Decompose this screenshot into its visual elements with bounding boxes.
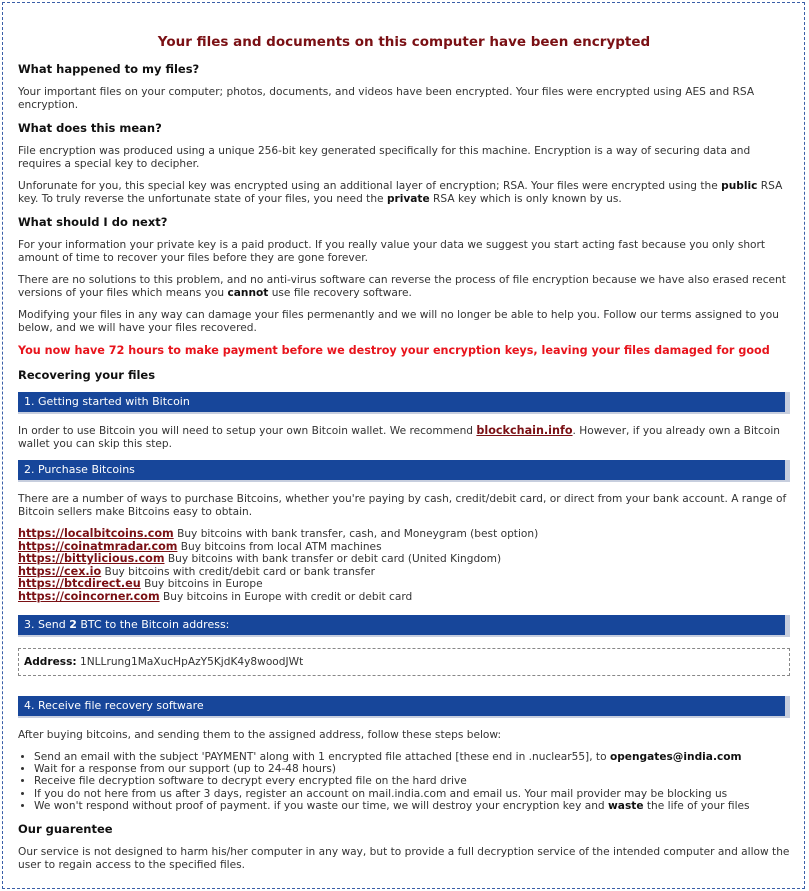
seller-row: https://btcdirect.eu Buy bitcoins in Europe (18, 577, 263, 591)
paragraph-rsa-layer: Unforunate for you, this special key was encrypted using an additional layer of encryption; RSA. Your files were encrypted using the public RSA key. To truly reverse the unfortunate state of your files, you need the private RSA key which is only known by us. (18, 180, 783, 205)
address-label: Address: (24, 655, 77, 668)
heading-recovering: Recovering your files (18, 368, 156, 382)
step2-bar: 2. Purchase Bitcoins (18, 460, 790, 482)
step3-bar: 3. Send 2 BTC to the Bitcoin address: (18, 615, 790, 637)
seller-link-cex[interactable]: https://cex.io (18, 564, 102, 578)
list-item: • We won't respond without proof of payment. if you waste our time, we will destroy your encryption key and waste the life of your files (34, 800, 790, 812)
bitcoin-address-box[interactable] (18, 648, 790, 676)
blockchain-link[interactable]: blockchain.info (476, 424, 573, 437)
seller-link-coinatmradar[interactable]: https://coinatmradar.com (18, 539, 178, 553)
paragraph-modifying-files: Modifying your files in any way can damage your files permenantly and we will no longer be able to help you. Follow our terms assigned to you below, and we will have your files recovered. (18, 309, 779, 334)
seller-link-coincorner[interactable]: https://coincorner.com (18, 589, 160, 603)
paragraph-encryption-key: File encryption was produced using a unique 256-bit key generated specifically for this machine. Encryption is a way of securing data and requires a special key to decipher. (18, 145, 751, 170)
seller-link-btcdirect[interactable]: https://btcdirect.eu (18, 577, 141, 591)
paragraph-private-key: For your information your private key is a paid product. If you really value your data we suggest you start acting fast because you only short amount of time to recover your files before they are gone forever. (18, 239, 766, 264)
page-title: Your files and documents on this computer have been encrypted (157, 34, 651, 50)
step1-text: In order to use Bitcoin you will need to setup your own Bitcoin wallet. We recommend blockchain.info. However, if you already own a Bitcoin wallet you can skip this step. (18, 424, 781, 450)
list-item: • If you do not here from us after 3 days, register an account on mail.india.com and email us. Your mail provider may be blocking us (34, 788, 790, 800)
step4-intro: After buying bitcoins, and sending them to the assigned address, follow these steps below: (18, 728, 502, 741)
heading-what-next: What should I do next? (18, 215, 168, 229)
heading-what-happened: What happened to my files? (18, 62, 200, 76)
step4-bar: 4. Receive file recovery software (18, 696, 790, 718)
seller-row: https://cex.io Buy bitcoins with credit/debit card or bank transfer (18, 564, 376, 578)
heading-guarantee: Our guarentee (18, 822, 113, 837)
seller-link-bittylicious[interactable]: https://bittylicious.com (18, 552, 165, 566)
list-item: • Receive file decryption software to decrypt every encrypted file on the hard drive (34, 775, 790, 787)
address-value[interactable]: 1NLLrung1MaXucHpAzY5KjdK4y8woodJWt (76, 655, 304, 668)
seller-row: https://localbitcoins.com Buy bitcoins with bank transfer, cash, and Moneygram (best option) (18, 527, 539, 540)
seller-row: https://bittylicious.com Buy bitcoins with bank transfer or debit card (United Kingdom) (18, 552, 502, 566)
step1-bar: 1. Getting started with Bitcoin (18, 392, 790, 414)
paragraph-guarantee: Our service is not designed to harm his/her computer in any way, but to provide a full decryption service of the intended computer and allow the user to regain access to the specified files. (18, 846, 790, 871)
recovery-steps-list (18, 751, 790, 812)
deadline-warning: You now have 72 hours to make payment before we destroy your encryption keys, leaving your files damaged for good (18, 344, 770, 357)
bitcoin-seller-list (18, 528, 790, 604)
seller-link-localbitcoins[interactable]: https://localbitcoins.com (18, 527, 174, 540)
contact-email[interactable]: opengates@india.com (609, 751, 742, 764)
seller-row: https://coincorner.com Buy bitcoins in Europe with credit or debit card (18, 589, 413, 603)
seller-row: https://coinatmradar.com Buy bitcoins from local ATM machines (18, 539, 382, 553)
heading-what-mean: What does this mean? (18, 121, 162, 135)
paragraph-what-happened: Your important files on your computer; photos, documents, and videos have been encrypted. Your files were encrypted using AES and RSA encryption. (18, 86, 755, 111)
ransom-note-page (2, 2, 805, 889)
step2-text: There are a number of ways to purchase Bitcoins, whether you're paying by cash, credit/debit card, or direct from your bank account. A range of Bitcoin sellers make Bitcoins easy to obtain. (18, 493, 787, 518)
list-item: • Wait for a response from our support (up to 24-48 hours) (34, 763, 790, 775)
paragraph-no-solutions: There are no solutions to this problem, and no anti-virus software can reverse the process of file encryption because we have also erased recent versions of your files which means you cannot use file recovery software. (18, 274, 786, 299)
list-item: • Send an email with the subject 'PAYMENT' along with 1 encrypted file attached [these end in .nuclear55], to opengates@india.com (34, 751, 790, 763)
